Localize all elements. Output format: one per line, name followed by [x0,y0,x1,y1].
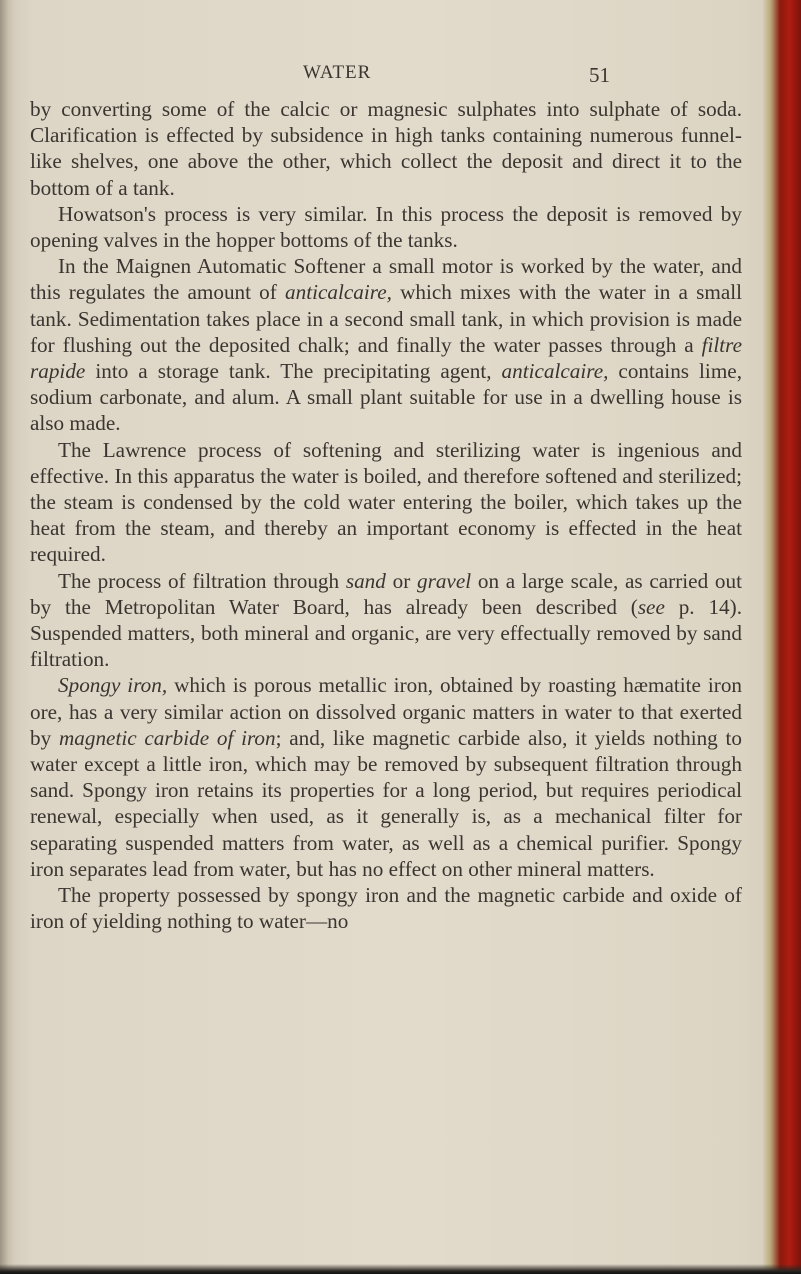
text-run: The process of filtration through [58,568,346,593]
paragraph [30,437,742,568]
paragraph [30,96,742,201]
text-run: on a large scale, as carried out by the Metropolitan Water Board, has already been described ( [30,568,742,619]
running-head [0,62,740,86]
italic-text: gravel [417,568,472,593]
text-run: The property possessed by spongy iron and the magnetic carbide and oxide of iron of yielding nothing to water—no [30,883,742,934]
text-run: into a storage tank. The precipitating agent, [85,359,502,384]
page-bottom-edge [0,1264,801,1274]
italic-text: sand [345,568,386,593]
paragraph [30,882,742,934]
text-run: by converting some of the calcic or magnesic sulphates into sulphate of soda. Clarification is effected by subsidence in high tanks containing numerous funnel-like shelves, one above the other, which collect the deposit and direct it to the bottom of a tank. [30,97,742,200]
paragraph [30,568,742,673]
book-cover-edge [763,0,801,1274]
italic-text: see [637,594,665,619]
text-run: In the Maignen Automatic Softener a small motor is worked by the water, and this regulates the amount of [30,254,742,305]
paragraph [30,253,742,436]
text-run: Howatson's process is very similar. In this process the deposit is removed by opening valves in the hopper bottoms of the tanks. [30,201,742,253]
italic-text: filtre rapide [30,332,742,384]
italic-text: Spongy iron, [58,673,168,698]
text-run: contains lime, sodium carbonate, and alum. A small plant suitable for use in a dwelling house is also made. [30,359,742,436]
body-text [30,96,742,935]
text-run: The Lawrence process of softening and sterilizing water is ingenious and effective. In this apparatus the water is boiled, and therefore softened and sterilized; the steam is condensed by the cold water entering the boiler, which takes up the heat from the steam, and thereby an important economy is effected in the heat required. [30,437,742,567]
text-run: which is porous metallic iron, obtained by roasting hæmatite iron ore, has a very similar action on dissolved organic matters in water to that exerted by [30,673,743,750]
paragraph [30,201,742,253]
binding-shadow [0,0,14,1274]
text-run: which mixes with the water in a small tank. Sedimentation takes place in a second small tank, in which provision is made for flushing out the deposited chalk; and finally the water passes through a [30,280,743,357]
italic-text: anticalcaire, [501,359,609,384]
text-run: p. 14). Suspended matters, both mineral and organic, are very effectually removed by sand filtration. [30,594,742,672]
page-number: 51 [589,63,610,87]
italic-text: magnetic carbide of iron [58,725,276,750]
paragraph [30,672,742,882]
text-run: or [385,568,417,593]
running-title: WATER [303,62,372,83]
text-run: ; and, like magnetic carbide also, it yields nothing to water except a little iron, which may be removed by subsequent filtration through sand. Spongy iron retains its properties for a long period, but requires periodical renewal, especially when used, as it generally is, as a mechanical filter for separating suspended matters from water, as well as a chemical purifier. Spongy iron separates lead from water, but has no effect on other mineral matters. [30,725,743,881]
italic-text: anticalcaire, [285,280,392,305]
